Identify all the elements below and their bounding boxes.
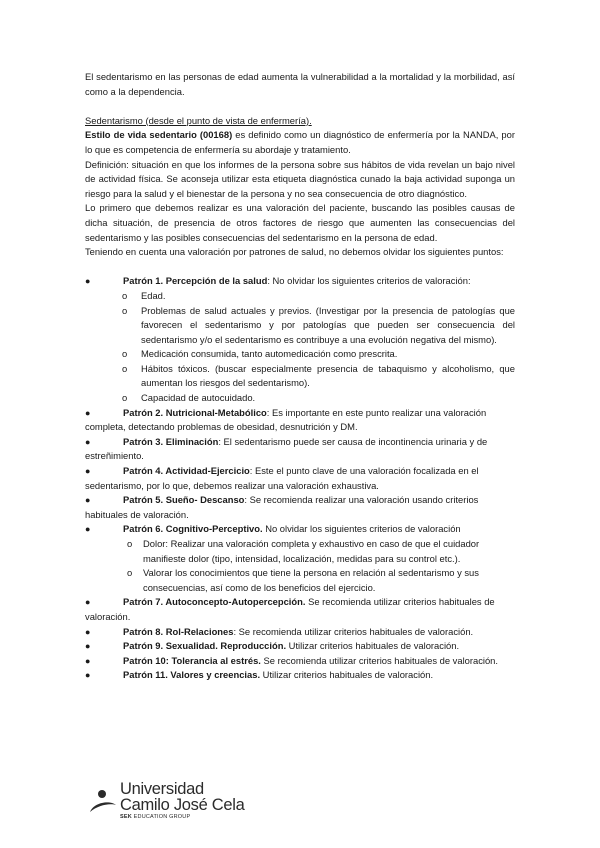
pattern-item: ● Patrón 11. Valores y creencias. Utilizar criterios habituales de valoración. <box>85 668 515 683</box>
pattern-item: ● Patrón 4. Actividad-Ejercicio: Este el punto clave de una valoración focalizada en el sedentarismo, por lo que, debemos realizar una valoración exhaustiva. <box>85 465 479 491</box>
bullet-icon: ● <box>85 597 91 608</box>
logo-line-1: Universidad <box>120 780 204 798</box>
logo-line-3: SEK EDUCATION GROUP <box>120 814 191 820</box>
sub-item: o Medicación consumida, tanto automedicación como prescrita. <box>122 348 398 360</box>
pattern-item: ● Patrón 10: Tolerancia al estrés. Se recomienda utilizar criterios habituales de valoración. <box>85 654 515 669</box>
bullet-icon: ● <box>85 670 91 681</box>
sub-item: o Capacidad de autocuidado. <box>122 392 256 404</box>
pattern-item: ● Patrón 3. Eliminación: El sedentarismo puede ser causa de incontinencia urinaria y de estreñimiento. <box>85 435 488 462</box>
diagnosis-label: Estilo de vida sedentario (00168) <box>85 129 233 141</box>
sub-item: o Hábitos tóxicos. (buscar especialmente presencia de tabaquismo y alcoholismo, que aumentan los riesgos del sedentarismo). <box>122 362 515 389</box>
sub-item: o Dolor: Realizar una valoración completa y exhaustivo en caso de que el cuidador manifieste dolor (tipo, intensidad, localización, medidas para su control etc.). <box>127 538 480 564</box>
sub-item: o Valorar los conocimientos que tiene la persona en relación al sedentarismo y sus consecuencias, así como de los beneficios del ejercicio. <box>127 567 479 593</box>
logo-line-2: Camilo José Cela <box>120 796 245 814</box>
patterns-list <box>85 274 515 683</box>
pattern-item: ● Patrón 5. Sueño- Descanso: Se recomienda realizar una valoración usando criterios habituales de valoración. <box>85 494 479 520</box>
paragraph-diagnosis: Estilo de vida sedentario (00168) es definido como un diagnóstico de enfermería por la NANDA, por lo que es competencia de enfermería su abordaje y tratamiento. <box>85 129 515 155</box>
bullet-icon: ● <box>85 407 91 418</box>
document-body <box>85 70 515 683</box>
pattern-item: ● Patrón 9. Sexualidad. Reproducción. Utilizar criterios habituales de valoración. <box>85 639 515 654</box>
section-heading: Sedentarismo (desde el punto de vista de enfermería). <box>85 114 312 126</box>
bullet-icon: ● <box>85 466 91 477</box>
bullet-icon: ● <box>85 276 91 287</box>
university-logo <box>88 780 248 824</box>
paragraph-patterns-intro: Teniendo en cuenta una valoración por patrones de salud, no debemos olvidar los siguientes puntos: <box>85 246 504 258</box>
pattern-item: ● Patrón 1. Percepción de la salud: No olvidar los siguientes criterios de valoración: o Edad. o Problemas de salud actuales y previos. (Investigar por la presencia de patologías que favorecen el sedentarismo y por patologías que pueden ser consecuencia del sedentarismo y/o el sedentarismo es contribuye a una evolución negativa del mismo). o Medicación consumida, tanto automedicación como prescrita. o Hábitos tóxicos. (buscar especialmente presencia de tabaquismo y alcoholismo, que aumentan los riesgos del sedentarismo). o Capacidad de autocuidado. <box>85 274 515 405</box>
bullet-icon: ● <box>85 626 91 637</box>
logo-mark-icon <box>88 788 118 818</box>
bullet-icon: ● <box>85 641 91 652</box>
pattern-item: ● Patrón 8. Rol-Relaciones: Se recomienda utilizar criterios habituales de valoración. <box>85 625 515 640</box>
bullet-icon: ● <box>85 524 91 535</box>
bullet-icon: ● <box>85 495 91 506</box>
bullet-icon: ● <box>85 436 91 447</box>
pattern-item: ● Patrón 7. Autoconcepto-Autopercepción. Se recomienda utilizar criterios habituales de valoración. <box>85 596 495 622</box>
sub-item: o Problemas de salud actuales y previos. (Investigar por la presencia de patologías que favorecen el sedentarismo y por patologías que pueden ser consecuencia del sedentarismo y/o el sedentarismo es contribuye a una evolución negativa del mismo). <box>122 304 515 345</box>
paragraph-definition: Definición: situación en que los informes de la persona sobre sus hábitos de vida revelan un bajo nivel de actividad física. Se aconseja utilizar esta etiqueta diagnóstica cunado la baja actividad suponga un riesgo para la salud y el bienestar de la persona y no sea consecuencia de otro diagnóstico. <box>85 158 515 199</box>
pattern-item: ● Patrón 6. Cognitivo-Perceptivo. No olvidar los siguientes criterios de valoración o Dolor: Realizar una valoración completa y exhaustivo en caso de que el cuidador manifieste dolor (tipo, intensidad, localización, medidas para su control etc.). o Valorar los conocimientos que tiene la persona en relación al sedentarismo y sus consecuencias, así como de los beneficios del ejercicio. <box>85 522 515 595</box>
sub-item: o Edad. <box>122 289 166 301</box>
paragraph-assessment: Lo primero que debemos realizar es una valoración del paciente, buscando las posibles causas de dicha situación, de presencia de otros factores de riesgo que aumenten las consecuencias del sedentarismo y las posibles consecuencias del sedentarismo en la persona de edad. <box>85 202 515 243</box>
pattern-item: ● Patrón 2. Nutricional-Metabólico: Es importante en este punto realizar una valoración completa, detectando problemas de obesidad, desnutrición y DM. <box>85 406 487 433</box>
intro-paragraph: El sedentarismo en las personas de edad aumenta la vulnerabilidad a la mortalidad y la morbilidad, así como a la dependencia. <box>85 71 515 97</box>
bullet-icon: ● <box>85 655 91 666</box>
